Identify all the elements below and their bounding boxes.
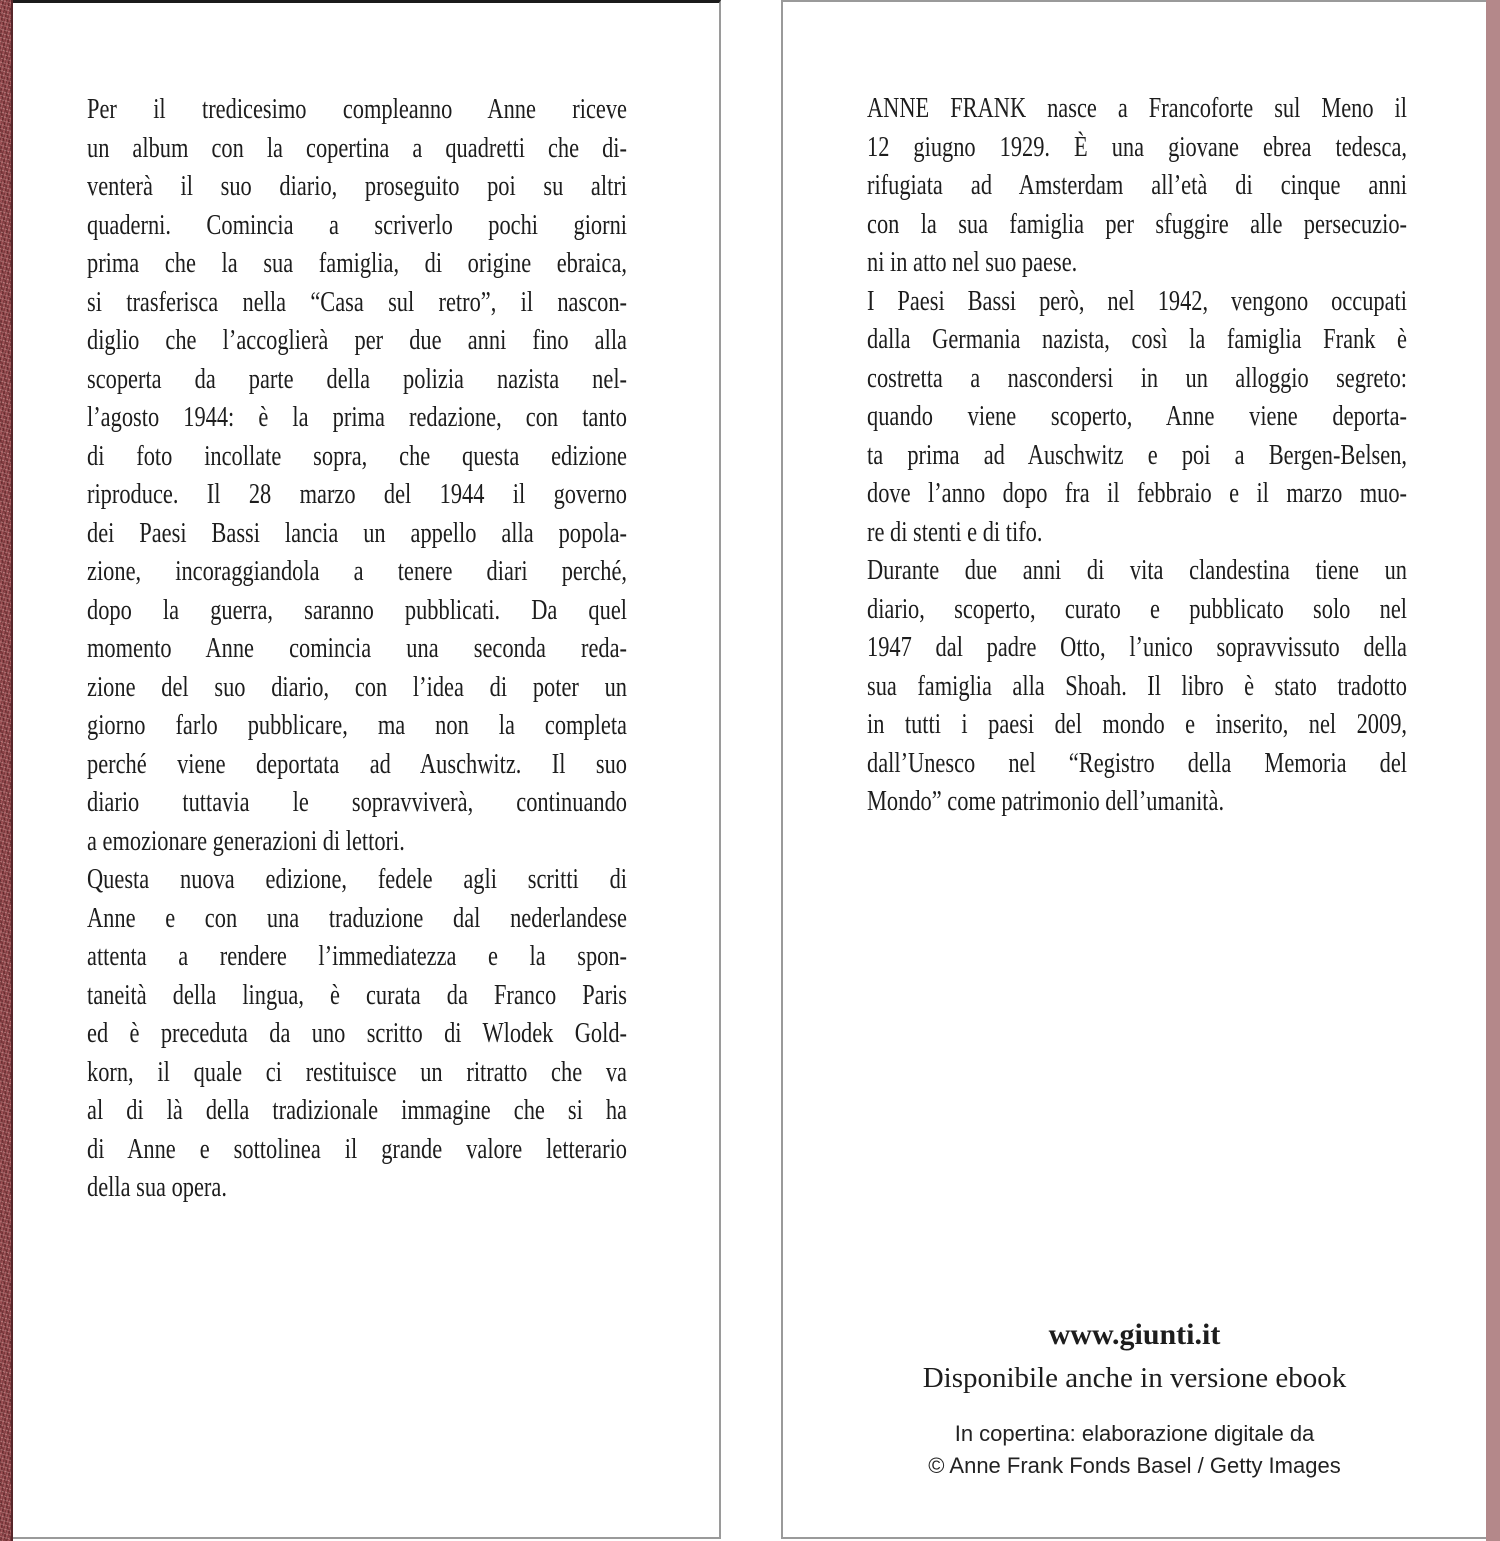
text-line: della sua opera. (87, 1172, 227, 1203)
publisher-footer (783, 1312, 1486, 1482)
text-line: 1947 dal padre Otto, l’unico sopravvissuto della (867, 632, 1407, 663)
text-line: di foto incollate sopra, che questa edizione (87, 440, 627, 472)
text-line: dei Paesi Bassi lancia un appello alla popola- (87, 517, 627, 549)
paragraph (867, 283, 1407, 553)
text-line: si trasferisca nella “Casa sul retro”, il nascon- (87, 286, 627, 318)
text-line: prima che la sua famiglia, di origine ebraica, (87, 248, 627, 279)
text-line: perché viene deportata ad Auschwitz. Il suo (87, 748, 627, 780)
paragraph (867, 90, 1407, 283)
text-line: un album con la copertina a quadretti che di- (87, 132, 627, 164)
text-line: diario tuttavia le sopravviverà, continuando (87, 787, 627, 818)
text-line: ni in atto nel suo paese. (867, 247, 1078, 278)
text-line: dall’Unesco nel “Registro della Memoria del (867, 747, 1407, 779)
text-line: ANNE FRANK nasce a Francoforte sul Meno il (867, 93, 1407, 124)
text-line: sua famiglia alla Shoah. Il libro è stato tradotto (867, 670, 1407, 702)
text-line: quando viene scoperto, Anne viene deporta- (867, 401, 1407, 432)
text-line: momento Anne comincia una seconda reda- (87, 633, 627, 664)
right-edge-strip (1486, 0, 1500, 1541)
text-line: ed è preceduta da uno scritto di Wlodek Gold- (87, 1018, 627, 1049)
text-line: al di là della tradizionale immagine che si ha (87, 1095, 627, 1126)
text-line: di Anne e sottolinea il grande valore letterario (87, 1133, 627, 1165)
right-flap-text (867, 90, 1407, 822)
text-line: zione del suo diario, con l’idea di poter un (87, 671, 627, 703)
text-line: dove l’anno dopo fra il febbraio e il marzo muo- (867, 478, 1407, 509)
left-spine-texture (0, 0, 13, 1541)
text-line: dalla Germania nazista, così la famiglia Frank è (867, 324, 1407, 355)
text-line: quaderni. Comincia a scriverlo pochi giorni (87, 209, 627, 241)
text-line: rifugiata ad Amsterdam all’età di cinque anni (867, 170, 1407, 201)
ebook-availability-note: Disponibile anche in versione ebook (922, 1362, 1347, 1394)
publisher-website: www.giunti.it (1048, 1318, 1221, 1351)
right-flap-page (781, 0, 1486, 1539)
text-line: taneità della lingua, è curata da Franco Paris (87, 979, 627, 1011)
left-flap-page (13, 0, 721, 1539)
text-line: in tutti i paesi del mondo e inserito, nel 2009, (867, 709, 1407, 740)
text-line: korn, il quale ci restituisce un ritratto che va (87, 1056, 627, 1088)
text-line: Anne e con una traduzione dal nederlandese (87, 902, 627, 934)
cover-credits (783, 1418, 1486, 1482)
text-line: scoperta da parte della polizia nazista nel- (87, 363, 627, 395)
text-line: costretta a nascondersi in un alloggio segreto: (867, 362, 1407, 394)
text-line: Questa nuova edizione, fedele agli scritti di (87, 864, 627, 895)
text-line: I Paesi Bassi però, nel 1942, vengono occupati (867, 285, 1407, 317)
text-line: re di stenti e di tifo. (867, 516, 1043, 548)
credit-line: In copertina: elaborazione digitale da (954, 1421, 1315, 1446)
text-line: Durante due anni di vita clandestina tiene un (867, 555, 1407, 586)
text-line: a emozionare generazioni di lettori. (87, 825, 405, 857)
paragraph (87, 91, 627, 861)
left-flap-text (87, 91, 627, 1208)
text-line: 12 giugno 1929. È una giovane ebrea tedesca, (867, 131, 1407, 163)
text-line: diario, scoperto, curato e pubblicato solo nel (867, 593, 1407, 625)
text-line: l’agosto 1944: è la prima redazione, con tanto (87, 402, 627, 433)
text-line: attenta a rendere l’immediatezza e la spon- (87, 941, 627, 972)
text-line: venterà il suo diario, proseguito poi su altri (87, 171, 627, 202)
text-line: diglio che l’accoglierà per due anni fino alla (87, 325, 627, 356)
text-line: ta prima ad Auschwitz e poi a Bergen-Belsen, (867, 439, 1407, 471)
paragraph (87, 861, 627, 1208)
text-line: giorno farlo pubblicare, ma non la completa (87, 710, 627, 741)
text-line: Per il tredicesimo compleanno Anne riceve (87, 94, 627, 125)
credit-line: © Anne Frank Fonds Basel / Getty Images (928, 1453, 1341, 1478)
text-line: con la sua famiglia per sfuggire alle persecuzio- (867, 208, 1407, 240)
text-line: riproduce. Il 28 marzo del 1944 il governo (87, 479, 627, 510)
text-line: zione, incoraggiandola a tenere diari perché, (87, 556, 627, 587)
paragraph (867, 552, 1407, 822)
text-line: dopo la guerra, saranno pubblicati. Da quel (87, 594, 627, 626)
text-line: Mondo” come patrimonio dell’umanità. (867, 786, 1225, 817)
